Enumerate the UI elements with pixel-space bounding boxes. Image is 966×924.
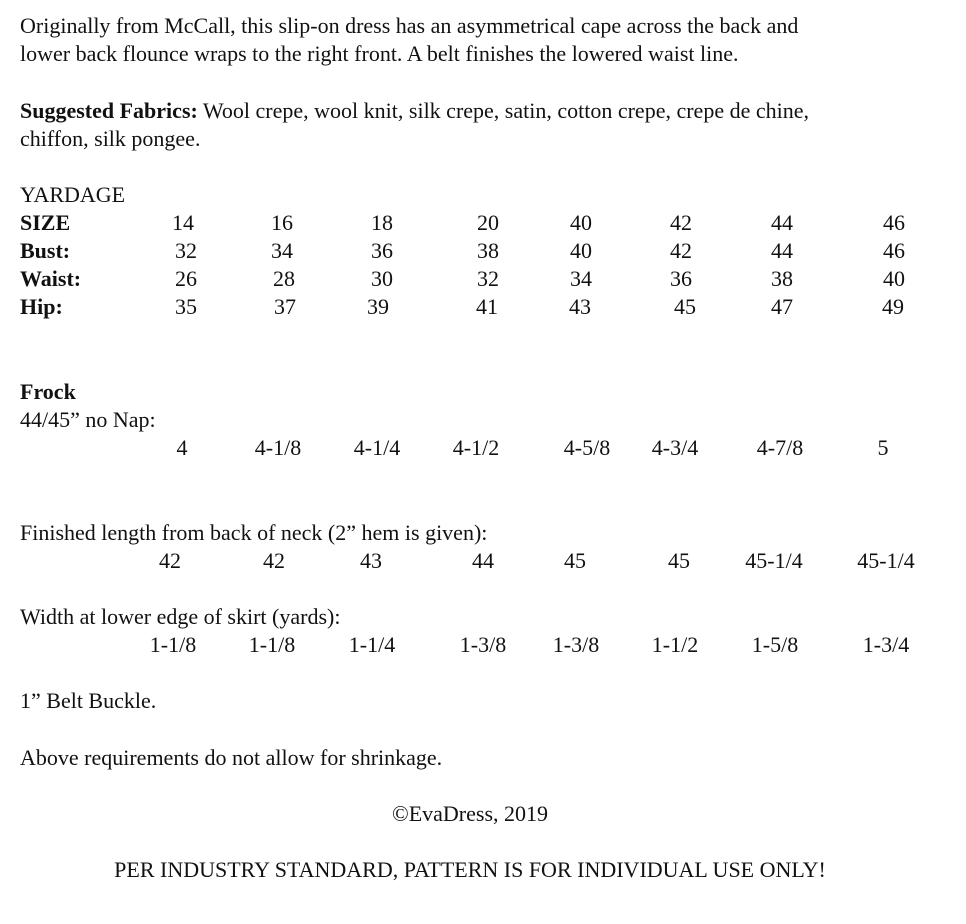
table-cell: 49 bbox=[882, 294, 904, 319]
table-cell: 40 bbox=[883, 266, 905, 291]
table-cell: 1-3/4 bbox=[862, 632, 910, 657]
table-cell: 32 bbox=[477, 266, 499, 291]
table-cell: 32 bbox=[175, 238, 197, 263]
table-cell: 4 bbox=[176, 435, 188, 460]
table-cell: 43 bbox=[569, 294, 591, 319]
table-cell: 1-5/8 bbox=[751, 632, 799, 657]
table-cell: 14 bbox=[172, 210, 194, 235]
table-cell: 47 bbox=[771, 294, 793, 319]
finished-length-row bbox=[20, 547, 960, 575]
table-cell: 34 bbox=[570, 266, 592, 291]
frock-fabric-label: 44/45” no Nap: bbox=[20, 407, 156, 432]
table-cell: 4-1/8 bbox=[254, 435, 302, 460]
table-cell: 44 bbox=[472, 548, 494, 573]
row-label: Waist: bbox=[20, 266, 82, 291]
yardage-heading: YARDAGE bbox=[20, 182, 126, 207]
row-label: SIZE bbox=[20, 210, 71, 235]
table-cell: 4-1/4 bbox=[353, 435, 401, 460]
skirt-width-label: Width at lower edge of skirt (yards): bbox=[20, 604, 341, 629]
table-cell: 40 bbox=[570, 210, 592, 235]
table-cell: 40 bbox=[570, 238, 592, 263]
table-cell: 45 bbox=[668, 548, 690, 573]
fabrics-list: Wool crepe, wool knit, silk crepe, satin, cotton crepe, crepe de chine, bbox=[197, 98, 809, 123]
waist-row bbox=[20, 265, 960, 293]
hip-row bbox=[20, 293, 960, 321]
table-cell: 1-1/8 bbox=[149, 632, 197, 657]
disclaimer: PER INDUSTRY STANDARD, PATTERN IS FOR INDIVIDUAL USE ONLY! bbox=[114, 857, 826, 882]
table-cell: 1-1/4 bbox=[348, 632, 396, 657]
skirt-width-row bbox=[20, 631, 960, 659]
fabrics-label: Suggested Fabrics: bbox=[20, 98, 198, 123]
table-cell: 42 bbox=[159, 548, 181, 573]
table-cell: 45 bbox=[674, 294, 696, 319]
table-cell: 46 bbox=[883, 238, 905, 263]
table-cell: 1-1/8 bbox=[248, 632, 296, 657]
table-cell: 30 bbox=[371, 266, 393, 291]
table-cell: 4-5/8 bbox=[563, 435, 611, 460]
copyright: ©EvaDress, 2019 bbox=[391, 801, 549, 826]
table-cell: 44 bbox=[771, 238, 793, 263]
table-cell: 44 bbox=[771, 210, 793, 235]
table-cell: 18 bbox=[371, 210, 393, 235]
table-cell: 4-1/2 bbox=[452, 435, 500, 460]
belt-note: 1” Belt Buckle. bbox=[20, 688, 157, 713]
table-cell: 16 bbox=[271, 210, 293, 235]
table-cell: 35 bbox=[175, 294, 197, 319]
table-cell: 39 bbox=[367, 294, 389, 319]
intro-line-2: lower back flounce wraps to the right front. A belt finishes the lowered waist line. bbox=[20, 41, 739, 66]
row-label: Hip: bbox=[20, 294, 63, 319]
shrinkage-note: Above requirements do not allow for shrinkage. bbox=[20, 745, 443, 770]
table-cell: 45-1/4 bbox=[857, 548, 915, 573]
table-cell: 42 bbox=[263, 548, 285, 573]
table-cell: 1-3/8 bbox=[459, 632, 507, 657]
table-cell: 38 bbox=[477, 238, 499, 263]
table-cell: 1-1/2 bbox=[651, 632, 699, 657]
intro-line-1: Originally from McCall, this slip-on dress has an asymmetrical cape across the back and bbox=[20, 13, 799, 38]
fabrics-line-2: chiffon, silk pongee. bbox=[20, 126, 201, 151]
table-cell: 42 bbox=[670, 238, 692, 263]
table-cell: 46 bbox=[883, 210, 905, 235]
table-cell: 4-7/8 bbox=[756, 435, 804, 460]
frock-yardage-row bbox=[20, 434, 960, 462]
finished-length-label: Finished length from back of neck (2” hem is given): bbox=[20, 520, 488, 545]
table-cell: 5 bbox=[877, 435, 889, 460]
table-cell: 1-3/8 bbox=[552, 632, 600, 657]
row-label: Bust: bbox=[20, 238, 71, 263]
table-cell: 37 bbox=[274, 294, 296, 319]
table-cell: 36 bbox=[371, 238, 393, 263]
table-cell: 43 bbox=[360, 548, 382, 573]
bust-row bbox=[20, 237, 960, 265]
size-row bbox=[20, 209, 960, 237]
table-cell: 34 bbox=[271, 238, 293, 263]
table-cell: 38 bbox=[771, 266, 793, 291]
table-cell: 20 bbox=[477, 210, 499, 235]
table-cell: 42 bbox=[670, 210, 692, 235]
table-cell: 26 bbox=[175, 266, 197, 291]
frock-heading: Frock bbox=[20, 379, 76, 404]
table-cell: 45-1/4 bbox=[745, 548, 803, 573]
table-cell: 4-3/4 bbox=[651, 435, 699, 460]
table-cell: 41 bbox=[476, 294, 498, 319]
fabrics-line-1 bbox=[20, 97, 809, 125]
table-cell: 36 bbox=[670, 266, 692, 291]
table-cell: 28 bbox=[273, 266, 295, 291]
table-cell: 45 bbox=[564, 548, 586, 573]
